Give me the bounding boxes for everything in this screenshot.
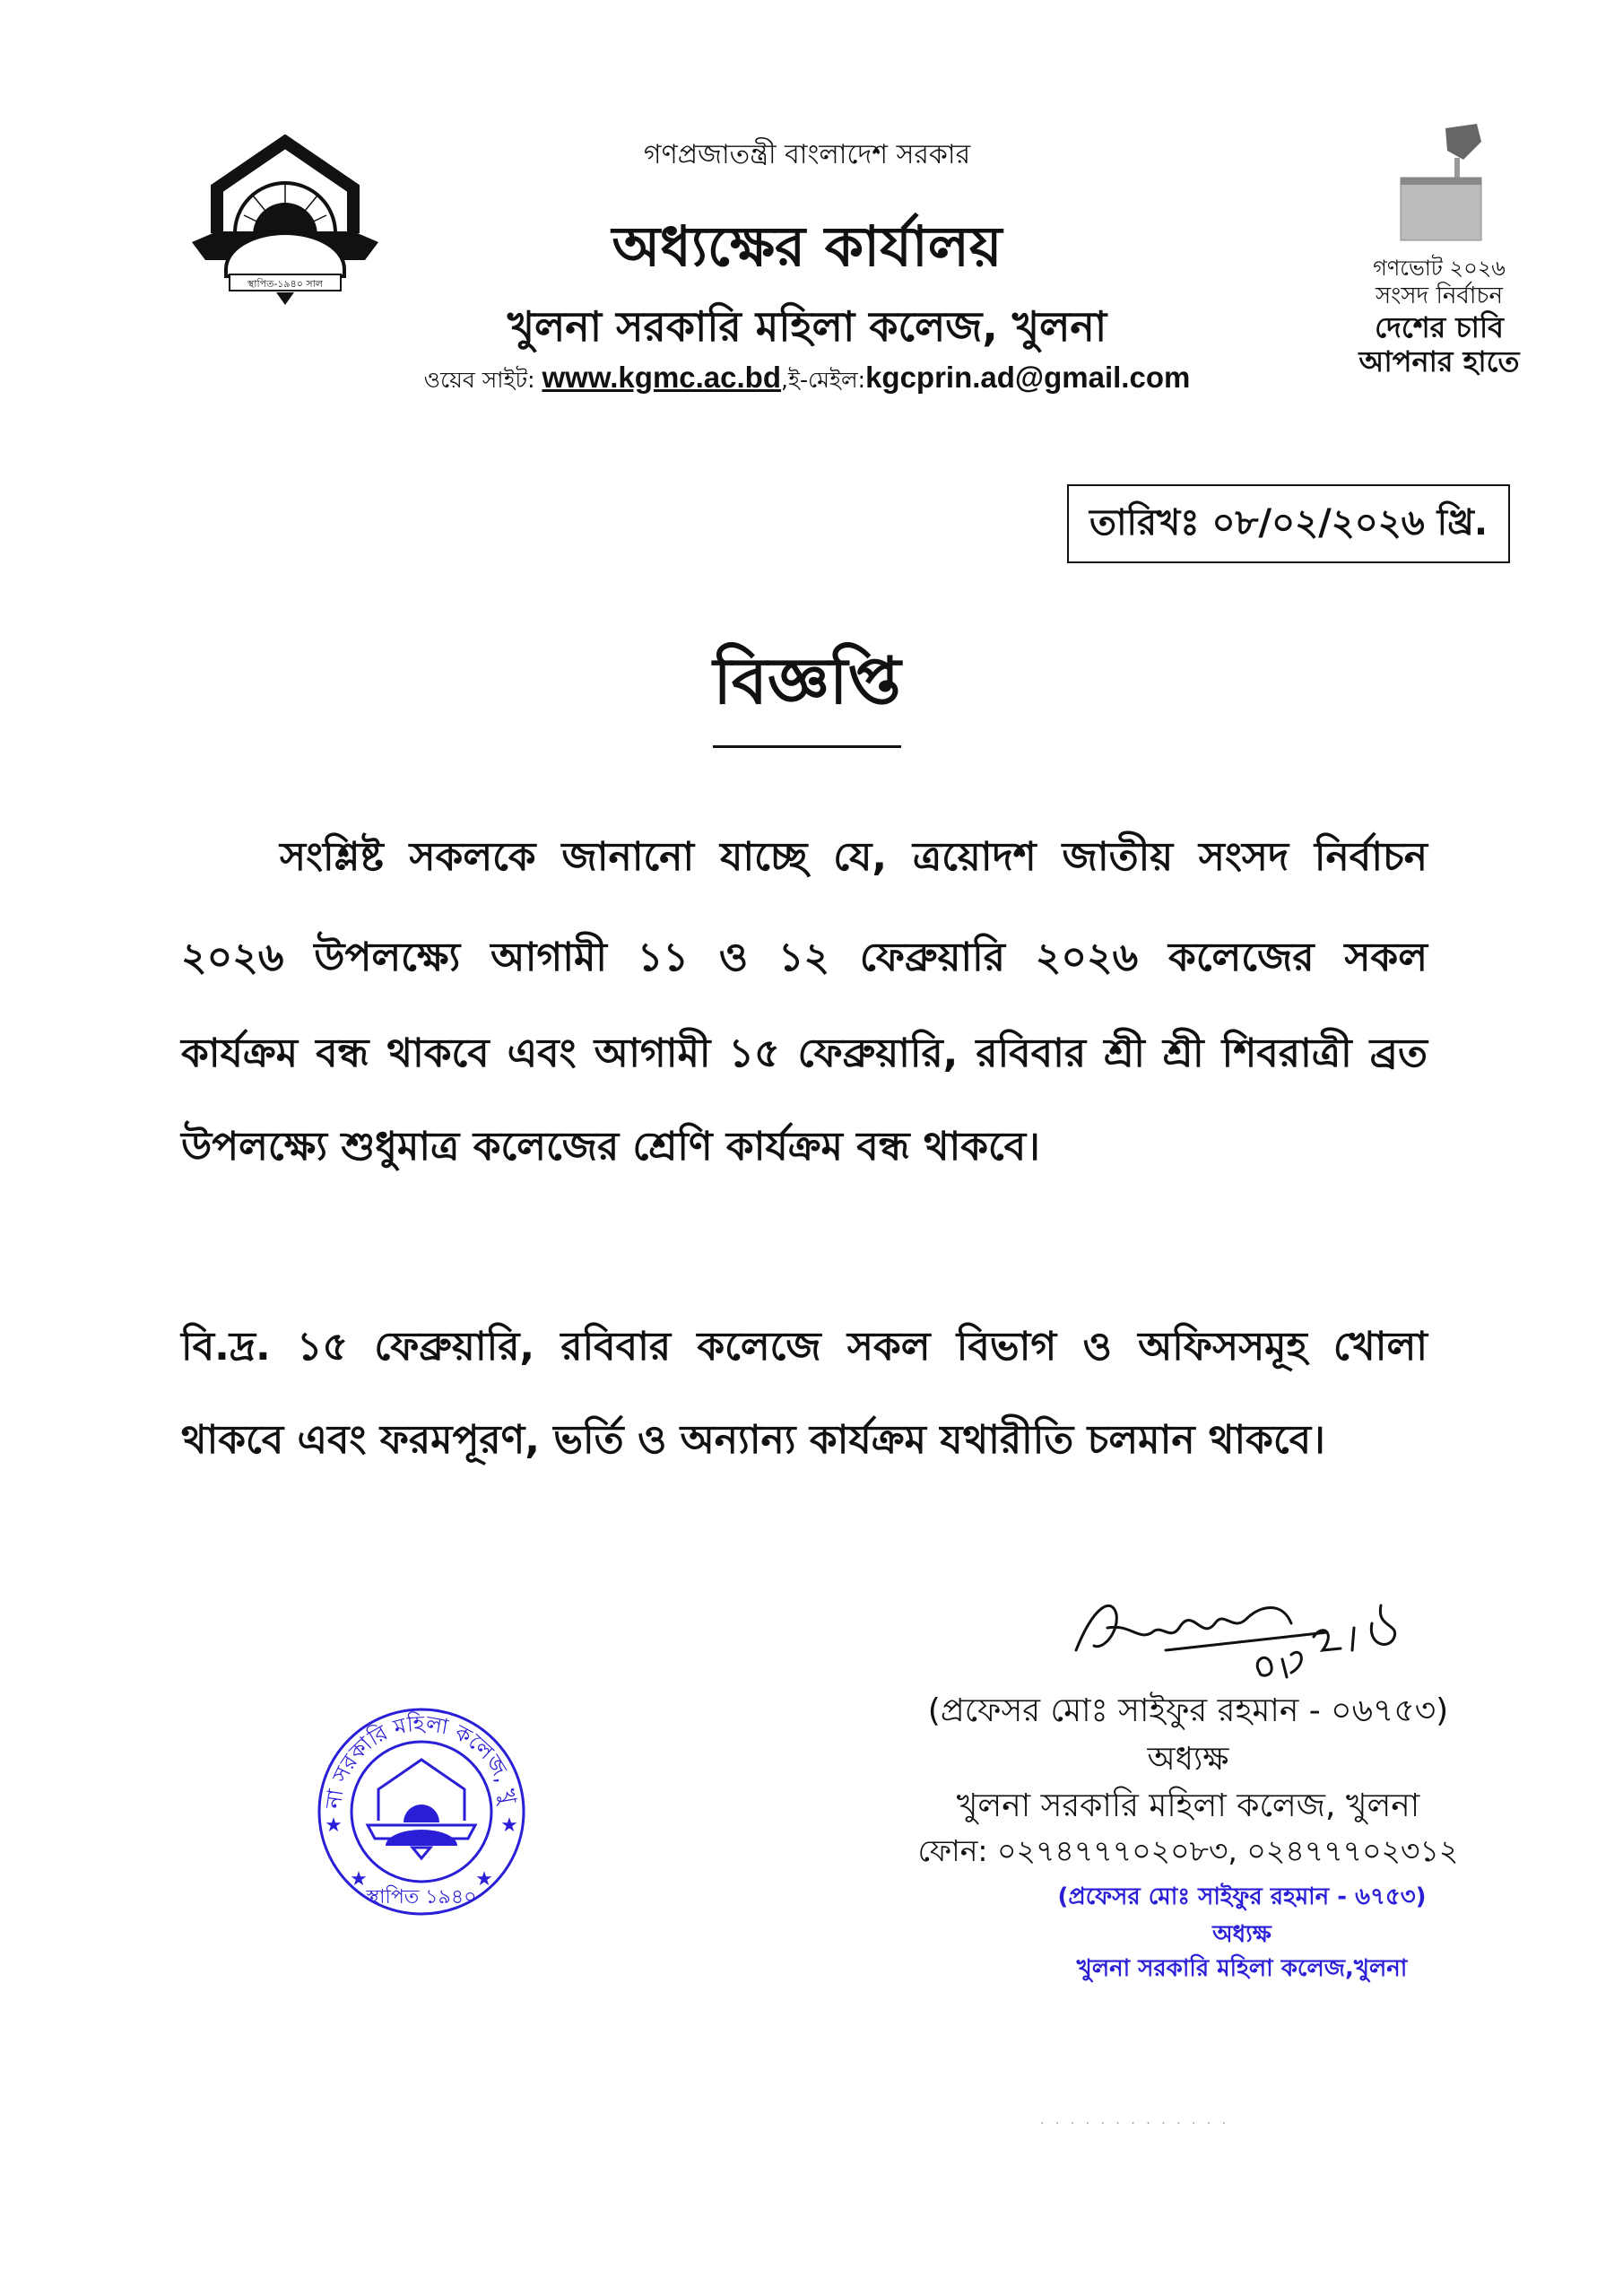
body-line: কার্যক্রম বন্ধ থাকবে এবং আগামী ১৫ ফেব্রুয়ারি, রবিবার শ্রী শ্রী শিবরাত্রী ব্রত [181,1031,1428,1076]
signatory-designation: অধ্যক্ষ [1147,1741,1229,1778]
seal-ring-text: না সরকারি মহিলা কলেজ, খু [320,1710,522,1811]
body-line: সংশ্লিষ্ট সকলকে জানানো যাচ্ছে যে, ত্রয়োদশ জাতীয় সংসদ নির্বাচন [280,834,1428,880]
star-icon: ★ [500,1814,518,1837]
stamp-college: খুলনা সরকারি মহিলা কলেজ,খুলনা [1076,1955,1408,1982]
note-line: থাকবে এবং ফরমপূরণ, ভর্তি ও অন্যান্য কার্যক্রম যথারীতি চলমান থাকবে। [181,1417,1325,1463]
note-line: বি.দ্র. ১৫ ফেব্রুয়ারি, রবিবার কলেজে সকল বিভাগ ও অফিসসমূহ খোলা [181,1324,1428,1370]
college-seal [314,1704,529,1919]
signatory-college: খুলনা সরকারি মহিলা কলেজ, খুলনা [956,1787,1420,1824]
election-logo [1354,124,1524,393]
star-icon: ★ [325,1814,343,1837]
notice-date: তারিখঃ ০৮/০২/২০২৬ খ্রি. [1089,501,1488,544]
election-line-1: গণভোট ২০২৬ [1373,256,1506,281]
signatory-phone: ফোন: ০২৭৪৭৭৭০২০৮৩, ০২৪৭৭৭০২৩১২ [917,1833,1459,1868]
government-name: গণপ্রজাতন্ত্রী বাংলাদেশ সরকার [643,139,971,170]
email-label: ,ই-মেইল: [781,367,866,393]
college-name: খুলনা সরকারি মহিলা কলেজ, খুলনা [507,302,1107,351]
website-label: ওয়েব সাইট: [423,367,535,393]
election-line-4: আপনার হাতে [1358,344,1520,378]
notice-title-text: বিজ্ঞপ্তি [713,632,900,748]
star-icon: ★ [475,1868,493,1891]
seal-established: স্থাপিত ১৯৪০ [366,1886,477,1909]
notice-title [538,632,1076,748]
date-box [1067,484,1510,563]
logo-established-text: স্থাপিত-১৯৪০ সাল [247,278,324,290]
election-line-2: সংসদ নির্বাচন [1376,283,1503,309]
office-title: অধ্যক্ষের কার্যালয় [612,213,1002,279]
election-line-3: দেশের চাবি [1375,310,1504,344]
website-link[interactable]: www.kgmc.ac.bd [542,361,781,394]
contact-line [269,361,1345,401]
scan-artifact: · · · · · · · · · · · · · [1040,2117,1230,2131]
stamp-name: (প্রফেসর মোঃ সাইফুর রহমান - ৬৭৫৩) [1057,1883,1427,1910]
body-line: উপলক্ষ্যে শুধুমাত্র কলেজের শ্রেণি কার্যক্রম বন্ধ থাকবে। [181,1124,1040,1170]
star-icon: ★ [350,1868,368,1891]
email-link[interactable]: kgcprin.ad@gmail.com [865,361,1191,394]
body-line: ২০২৬ উপলক্ষ্যে আগামী ১১ ও ১২ ফেব্রুয়ারি ২০২৬ কলেজের সকল [181,935,1428,980]
ballot-box-icon [1392,124,1490,245]
stamp-designation: অধ্যক্ষ [1212,1921,1271,1948]
signatory-name: (প্রফেসর মোঃ সাইফুর রহমান - ০৬৭৫৩) [927,1692,1449,1729]
handwritten-signature [1067,1587,1426,1695]
